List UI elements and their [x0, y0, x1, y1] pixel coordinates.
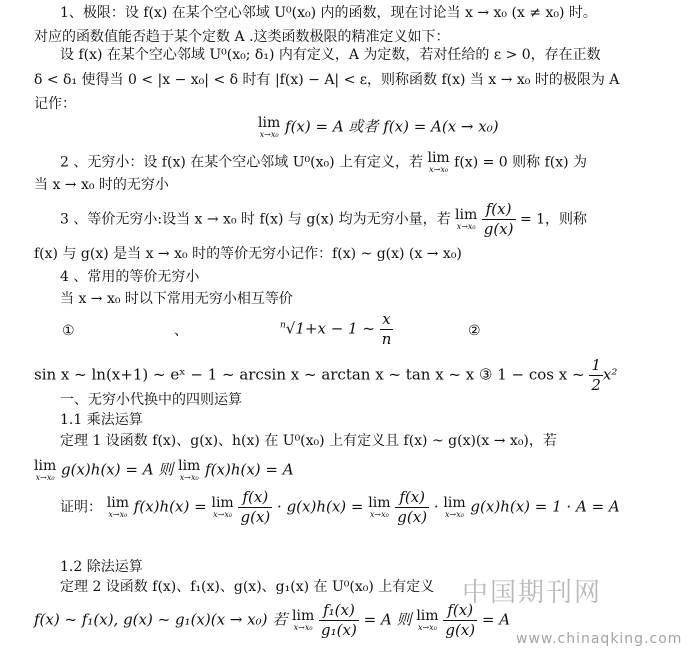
theorem-2-line-2: f(x) ~ f₁(x), g(x) ~ g₁(x)(x → x₀) 若 lim x→x₀ $\frac{\text{f₁(x)}}{\text{g₁(x)}}$ = A 则 lim x→x₀ $\frac{f(x)}{g(x)}$ = A [34, 601, 511, 639]
infinitesimal-definition-line-2: 当 x → x₀ 时的无穷小 [34, 177, 169, 193]
lim-operator: lim x→x₀ [292, 608, 315, 632]
fraction-f-over-g: $\frac{f(x)}{g(x)}$ [445, 601, 476, 639]
lim-operator: lim x→x₀ [427, 150, 450, 174]
proof-label: 证明： [60, 499, 102, 516]
watermark-url: www.chinaqking.com [516, 631, 683, 647]
division-heading: 1.2 除法运算 [60, 559, 143, 575]
part-one-heading: 一、无穷小代换中的四则运算 [60, 392, 242, 408]
fraction-f-over-g: $\frac{f(x)}{g(x)}$ [397, 488, 428, 526]
fraction-f1-over-g1: $\frac{\text{f₁(x)}}{\text{g₁(x)}}$ [321, 601, 357, 639]
fraction-x-over-n: $\frac{x}{n}$ [381, 310, 392, 348]
lim-operator: lim x→x₀ [34, 458, 57, 482]
theorem-2-line-1: 定理 2 设函数 f(x)、f₁(x)、g(x)、g₁(x) 在 U⁰(x₀) 上有定义 [60, 579, 435, 595]
fraction-one-half: $\frac{1}{2}$ [591, 356, 601, 394]
limit-definition-line-1: 1、极限：设 f(x) 在某个空心邻域 U⁰(x₀) 内的函数，现在讨论当 x → x₀ (x ≠ x₀) 时。 [60, 5, 597, 21]
item-separator: 、 [174, 323, 188, 339]
lim-operator: lim x→x₀ [258, 115, 281, 139]
common-equivalents-title: 4 、常用的等价无穷小 [60, 269, 200, 285]
nth-root-equivalence: $^n$√1+x − 1 ~ $\frac{x}{n}$ [280, 310, 392, 348]
lim-operator: lim x→x₀ [106, 495, 130, 519]
limit-notation-formula: lim x→x₀ f(x) = A 或者 f(x) = A(x → x₀) [258, 115, 499, 139]
fraction-f-over-g: $\frac{f(x)}{g(x)}$ [240, 488, 271, 526]
equivalent-infinitesimal-line-1: 3 、等价无穷小:设当 x → x₀ 时 f(x) 与 g(x) 均为无穷小量，若 lim x→x₀ $\frac{f(x)}{g(x)}$ = 1，则称 [60, 200, 588, 238]
proof-line: 证明： lim x→x₀ f(x)h(x) = lim x→x₀ $\frac{f(x)}{g(x)}$ · g(x)h(x) = lim x→x₀ $\frac{f(x)}{g(x)}$ · lim x→x₀ g(x)h(x) = 1 · A = A [60, 488, 620, 526]
lim-operator: lim x→x₀ [178, 458, 201, 482]
lim-operator: lim x→x₀ [211, 495, 234, 519]
infinitesimal-definition-line-1: 2 、无穷小：设 f(x) 在某个空心邻域 U⁰(x₀) 上有定义，若 lim x→x₀ f(x) = 0 则称 f(x) 为 [60, 150, 588, 174]
lim-operator: lim x→x₀ [416, 608, 439, 632]
equivalent-infinitesimal-line-2: f(x) 与 g(x) 是当 x → x₀ 时的等价无穷小记作：f(x) ~ g(x) (x → x₀) [34, 246, 462, 262]
multiplication-heading: 1.1 乘法运算 [60, 412, 143, 428]
fraction-f-over-g: $\frac{f(x)}{g(x)}$ [483, 200, 514, 238]
limit-definition-line-3: 设 f(x) 在某个空心邻域 U⁰(x₀; δ₁) 内有定义，A 为定数，若对任给的 ε > 0，存在正数 [60, 47, 601, 63]
theorem-1-line-2: lim x→x₀ g(x)h(x) = A 则 lim x→x₀ f(x)h(x) = A [34, 458, 294, 482]
equivalence-chain: sin x ~ ln(x+1) ~ eˣ − 1 ~ arcsin x ~ arctan x ~ tan x ~ x ③ 1 − cos x ~ $\frac{1}{2}$ x² [34, 356, 618, 394]
item-mark-1: ① [62, 323, 75, 339]
lim-operator: lim x→x₀ [455, 207, 478, 231]
theorem-1-line-1: 定理 1 设函数 f(x)、g(x)、h(x) 在 U⁰(x₀) 上有定义且 f(x) ~ g(x)(x → x₀)，若 [60, 433, 557, 449]
watermark-logo: 中国期刊网 [462, 578, 603, 608]
limit-definition-line-5: 记作： [34, 96, 76, 112]
lim-operator: lim x→x₀ [368, 495, 391, 519]
limit-definition-line-4: δ < δ₁ 使得当 0 < |x − x₀| < δ 时有 |f(x) − A| < ε，则称函数 f(x) 当 x → x₀ 时的极限为 A [34, 72, 620, 88]
lim-operator: lim x→x₀ [443, 495, 466, 519]
item-mark-2: ② [468, 323, 481, 339]
limit-definition-line-2: 对应的函数值能否趋于某个定数 A .这类函数极限的精准定义如下： [34, 29, 450, 45]
common-equivalents-intro: 当 x → x₀ 时以下常用无穷小相互等价 [60, 291, 293, 307]
